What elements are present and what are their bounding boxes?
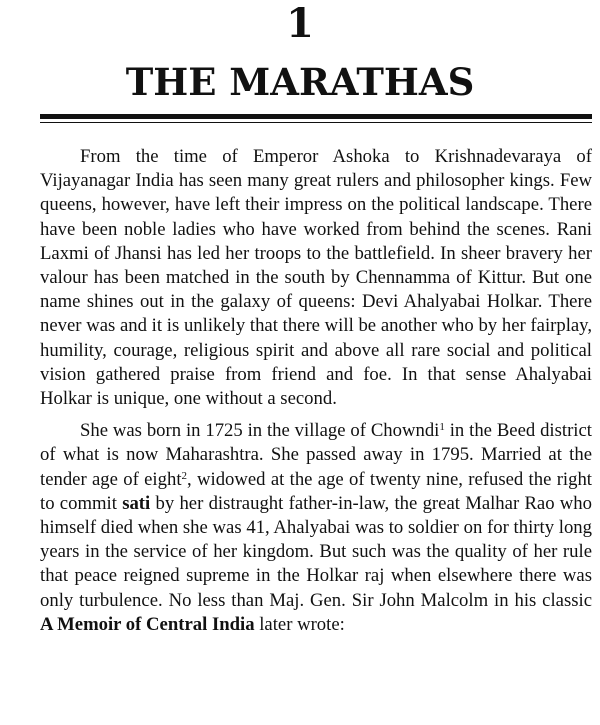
text-segment: in the Beed district of what is now Maharashtra. She passed away in 1795. Married at the tender age of eight <box>40 420 592 490</box>
text-segment: She was born in 1725 in the village of Chowndi <box>80 420 440 442</box>
chapter-body <box>40 145 592 637</box>
footnote-marker-2: 2 <box>181 469 188 482</box>
chapter-number: 1 <box>286 0 314 47</box>
paragraph-1 <box>40 145 592 411</box>
title-rule-thin <box>40 122 592 123</box>
text-segment: later wrote: <box>254 613 345 635</box>
footnote-marker-1: 1 <box>439 421 445 434</box>
text-segment: From the time of Emperor Ashoka to Krishnadevaraya of Vijayanagar India has seen many great rulers and philosopher kings. Few queens, however, have left their impress on the political landscape. There have been noble ladies who have worked from behind the scenes. Rani Laxmi of Jhansi has led her troops to the battlefield. In sheer bravery her valour has been matched in the south by Chennamma of Kittur. But one name shines out in the galaxy of queens: Devi Ahalyabai Holkar. There never was and it is unlikely that there will be another who by her fairplay, humility, courage, religious spirit and above all rare social and political vision gathered praise from friend and foe. In that sense Ahalyabai Holkar is unique, one without a second. <box>40 146 592 410</box>
title-rule-thick <box>40 114 592 119</box>
emphasis-sati: sati <box>122 492 151 514</box>
paragraph-2 <box>40 419 592 637</box>
text-segment: , widowed at the age of twenty nine, refused the right to commit <box>40 468 592 514</box>
chapter-title: THE MARATHAS <box>125 60 475 104</box>
text-segment: by her distraught father-in-law, the great Malhar Rao who himself died when she was 41, Ahalyabai was to soldier on for thirty long years in the service of her kingdom. But such was the quality of her rule that peace reigned supreme in the Holkar raj when elsewhere there was only turbulence. No less than Maj. Gen. Sir John Malcolm in his classic <box>40 492 592 611</box>
book-title-reference: A Memoir of Central India <box>40 613 255 635</box>
